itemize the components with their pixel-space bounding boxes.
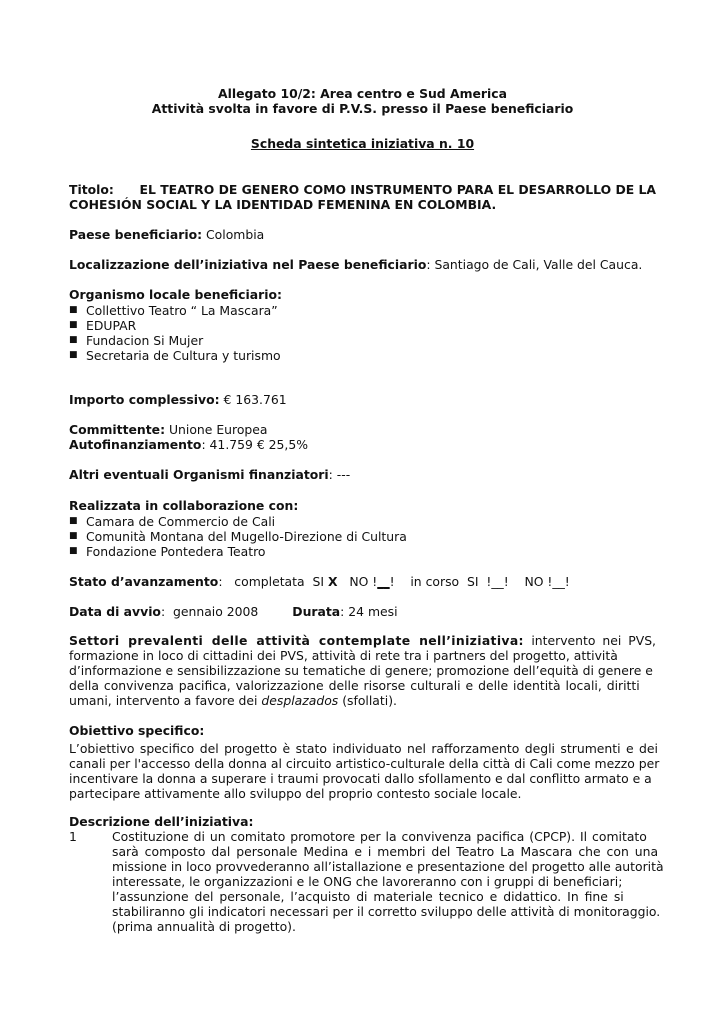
avvio-row — [69, 604, 656, 619]
descrizione-line-2: sarà composto dal personale Medina e i membri del Teatro La Mascara che con una — [112, 844, 659, 859]
document-page: Allegato 10/2: Area centro e Sud America Attività svolta in favore di P.V.S. presso il Paese beneficiario Scheda sintetica iniziativa n. 10 Titolo: EL TEATRO DE GENERO COMO INSTRUMENTO PARA EL DESARROLLO DE LA COHESIÓN SOCIAL Y LA IDENTIDAD FEMENINA EN COLOMBIA. Paese beneficiario: Colombia Localizzazione dell’iniziativa nel Paese beneficiario: Santiago de Cali, Valle del Cauca. Organismo locale beneficiario: ■ Collettivo Teatro “ La Mascara” ■ EDUPAR ■ Fundacion Si Mujer ■ Secretaria de Cultura y turismo Importo complessivo: € 163.761 Committente: Unione Europea Autofinanziamento: 41.759 € 25,5% Altri eventuali Organismi finanziatori: --- Realizzata in collaborazione con: ■ Camara de Commercio de Cali ■ Comunità Montana del Mugello-Direzione di Cultura ■ Fondazione Pontedera Teatro Stato d’avanzamento: completata SI X NO !__! in corso SI !__! NO !__! Data di avvio: gennaio 2008 Durata: 24 mesi Settori prevalenti delle attività contemplate nell’iniziativa: intervento nei PVS, formazione in loco di cittadini dei PVS, attività di rete tra i partners del progetto, attività d’informazione e sensibilizzazione su tematiche di genere; promozione dell’equità di genere e della convivenza pacifica, valorizzazione delle risorse culturali e delle identità locali, diritti umani, intervento a favore dei desplazados (sfollati). Obiettivo specifico: L’obiettivo specifico del progetto è stato individuato nel rafforzamento degli strumenti e dei canali per l'accesso della donna al circuito artistico-culturale della città di Cali come mezzo per incentivare la donna a superare i traumi provocati dallo sfollamento e dal conflitto armato e a partecipare attivamente allo sviluppo del proprio contesto sociale locale. Descrizione dell’iniziativa: 1 Costituzione di un comitato promotore per la convivenza pacifica (CPCP). Il comitato sarà composto dal personale Medina e i membri del Teatro La Mascara che con una missione in loco provvederanno all’istallazione e presentazione del progetto alle autorità interessate, le organizzazioni e le ONG che lavoreranno con i gruppi di beneficiari; l’assunzione del personale, l’acquisto di materiale tecnico e didattico. In fine si stabiliranno gli indicatori necessari per il corretto sviluppo delle attività di monitoraggio. (prima annualità di progetto). — [69, 86, 664, 934]
obiettivo-line-2: canali per l'accesso della donna al circuito artistico-culturale della città di Cali come mezzo per — [69, 756, 660, 771]
importo-label: Importo complessivo: — [69, 392, 220, 407]
stato-row: Stato d’avanzamento: completata SI X NO !__! in corso SI !__! NO !__! — [69, 574, 570, 589]
descrizione-line-5: l’assunzione del personale, l’acquisto di materiale tecnico e didattico. In fine si — [112, 889, 624, 904]
avvio-value: : gennaio 2008 — [160, 604, 259, 619]
autofinanziamento-value: : 41.759 € 25,5% — [201, 437, 309, 452]
settori-line-2: formazione in loco di cittadini dei PVS, attività di rete tra i partners del progetto, attività — [69, 648, 618, 663]
organismo-label: Organismo locale beneficiario: — [69, 287, 282, 302]
bullet-icon: ■ — [69, 335, 78, 345]
bullet-icon: ■ — [69, 546, 78, 556]
settori-line-5: umani, intervento a favore dei desplazados (sfollati). — [69, 693, 397, 708]
scheda-title: Scheda sintetica iniziativa n. 10 — [250, 136, 475, 151]
bullet-icon: ■ — [69, 305, 78, 315]
stato-label: Stato d’avanzamento — [69, 574, 219, 589]
settori-label: Settori prevalenti delle attività contemplate nell’iniziativa: — [69, 633, 524, 648]
altri-row — [69, 467, 656, 482]
localizzazione-row — [69, 257, 656, 272]
durata-value: : 24 mesi — [340, 604, 398, 619]
bullet-icon: ■ — [69, 516, 78, 526]
settori-line-1: Settori prevalenti delle attività contemplate nell’iniziativa: intervento nei PVS, — [69, 633, 656, 648]
descrizione-label: Descrizione dell’iniziativa: — [69, 814, 254, 829]
bullet-icon: ■ — [69, 531, 78, 541]
durata-label: Durata — [292, 604, 341, 619]
committente-label: Committente: — [69, 422, 166, 437]
importo-row — [69, 392, 656, 407]
localizzazione-label: Localizzazione dell’iniziativa nel Paese beneficiario — [69, 257, 427, 272]
autofinanziamento-label: Autofinanziamento — [69, 437, 202, 452]
titolo-label: Titolo: — [69, 182, 114, 197]
titolo-line-1 — [69, 182, 656, 197]
header-line-2: Attività svolta in favore di P.V.S. presso il Paese beneficiario — [151, 101, 574, 116]
committente-value: Unione Europea — [168, 422, 268, 437]
obiettivo-line-3: incentivare la donna a superare i traumi provocati dallo sfollamento e dal conflitto armato e a — [69, 771, 652, 786]
descrizione-number: 1 — [69, 829, 77, 844]
descrizione-line-3: missione in loco provvederanno all’istallazione e presentazione del progetto alle autorità — [112, 859, 664, 874]
obiettivo-line-4: partecipare attivamente allo sviluppo del proprio contesto sociale locale. — [69, 786, 522, 801]
autofinanziamento-row — [69, 437, 656, 452]
bullet-icon: ■ — [69, 320, 78, 330]
avvio-label: Data di avvio — [69, 604, 161, 619]
paese-row — [69, 227, 656, 242]
obiettivo-label: Obiettivo specifico: — [69, 723, 205, 738]
descrizione-line-6: stabiliranno gli indicatori necessari per il corretto sviluppo delle attività di monitoraggio. — [112, 904, 661, 919]
committente-row — [69, 422, 656, 437]
importo-value: € 163.761 — [223, 392, 287, 407]
collaborazione-label: Realizzata in collaborazione con: — [69, 498, 299, 513]
header-line-1: Allegato 10/2: Area centro e Sud America — [218, 86, 507, 101]
altri-value: : --- — [328, 467, 351, 482]
settori-line-3: d’informazione e sensibilizzazione su tematiche di genere; promozione dell’equità di genere e — [69, 663, 653, 678]
bullet-icon: ■ — [69, 350, 78, 360]
stato-mark: X — [327, 574, 338, 589]
titolo-text-2: COHESIÓN SOCIAL Y LA IDENTIDAD FEMENINA EN COLOMBIA. — [69, 197, 497, 212]
descrizione-line-4: interessate, le organizzazioni e le ONG che lavoreranno con i gruppi di beneficiari; — [112, 874, 623, 889]
descrizione-line-1: Costituzione di un comitato promotore per la convivenza pacifica (CPCP). Il comitato — [112, 829, 647, 844]
paese-value: Colombia — [206, 227, 265, 242]
settori-line-4: della convivenza pacifica, valorizzazione delle risorse culturali e delle identità locali, diritti — [69, 678, 640, 693]
descrizione-line-7: (prima annualità di progetto). — [112, 919, 296, 934]
titolo-text-1: EL TEATRO DE GENERO COMO INSTRUMENTO PARA EL DESARROLLO DE LA — [139, 182, 656, 197]
altri-label: Altri eventuali Organismi finanziatori — [69, 467, 329, 482]
localizzazione-value: : Santiago de Cali, Valle del Cauca. — [426, 257, 643, 272]
obiettivo-line-1: L’obiettivo specifico del progetto è stato individuato nel rafforzamento degli strumenti e dei — [69, 741, 658, 756]
paese-label: Paese beneficiario: — [69, 227, 203, 242]
